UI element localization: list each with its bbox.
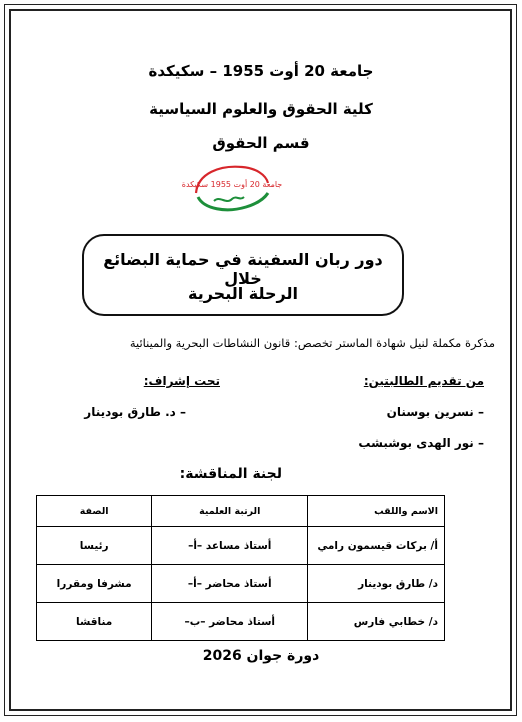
header-rank: الرتبة العلمية [152,496,308,527]
committee-table [36,495,445,641]
supervisor-name: – د. طارق بودينار [84,405,186,419]
member-role: رئيسا [37,527,152,565]
students-label: من تقديم الطالبتين: [363,374,484,388]
member-rank: أستاذ محاضر –أ– [152,565,308,603]
member-name: أ/ بركات قيسمون رامي [308,527,445,565]
student-name-2: – نور الهدى بوشبشب [358,436,484,450]
thesis-title-line-2: الرحلة البحرية [188,284,298,303]
university-name: جامعة 20 أوت 1955 – سكيكدة [148,62,374,80]
memo-description: مذكرة مكملة لنيل شهادة الماستر تخصص: قانون النشاطات البحرية والمينائية [129,336,495,350]
header-name: الاسم واللقب [308,496,445,527]
member-name: د/ خطابي فارس [308,603,445,641]
thesis-title-box [82,234,404,316]
faculty-name: كلية الحقوق والعلوم السياسية [149,100,373,118]
supervisor-label: تحت إشراف: [143,374,220,388]
table-row [37,565,445,603]
member-rank: أستاذ محاضر –ب– [152,603,308,641]
member-name: د/ طارق بودينار [308,565,445,603]
university-logo [181,163,283,213]
member-role: مشرفا ومقررا [37,565,152,603]
logo-text: جامعة 20 أوت 1955 سكيكدة [181,180,283,189]
student-name-1: – نسرين بوسنان [386,405,484,419]
session-date: دورة جوان 2026 [202,648,320,664]
committee-title: لجنة المناقشة: [179,466,282,482]
member-role: مناقشا [37,603,152,641]
table-row [37,603,445,641]
thesis-title-line-1: دور ربان السفينة في حماية البضائع خلال [103,250,383,288]
table-row [37,527,445,565]
header-role: الصفة [37,496,152,527]
member-rank: أستاذ مساعد –أ– [152,527,308,565]
department-name: قسم الحقوق [212,134,310,152]
committee-table-header [37,496,445,527]
